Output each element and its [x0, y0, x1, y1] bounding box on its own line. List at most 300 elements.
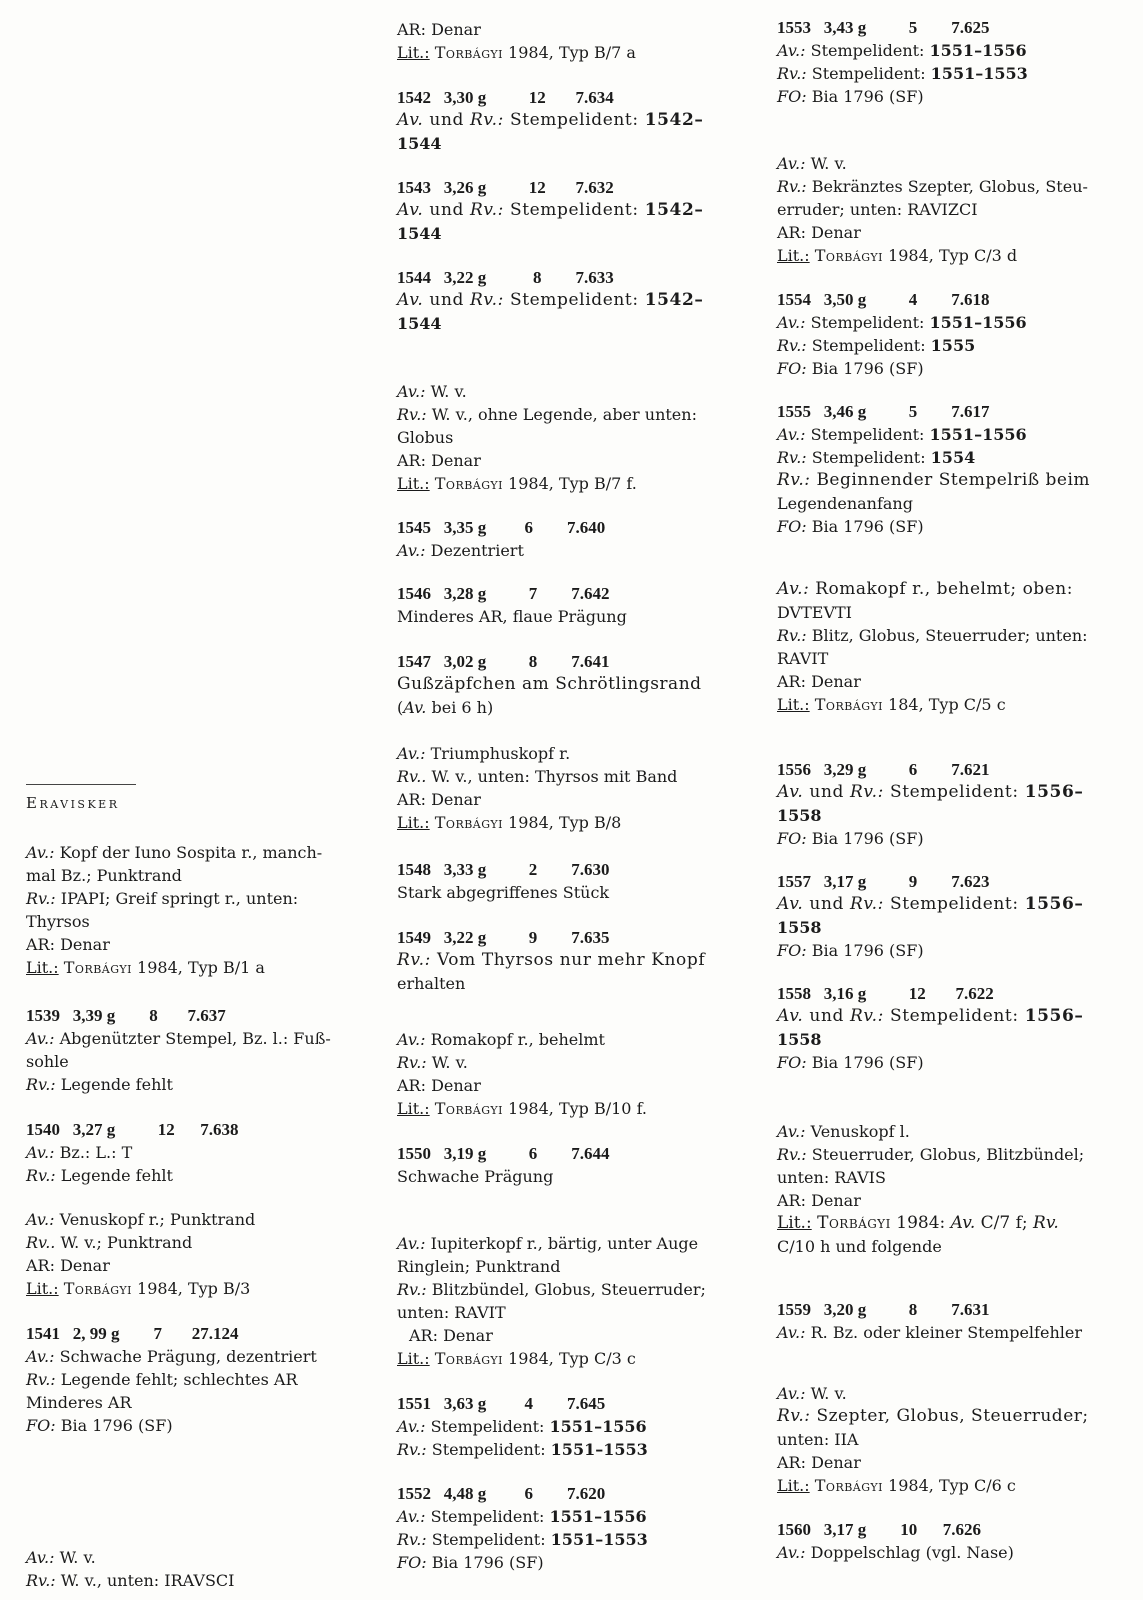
av-text: Av.: [777, 1122, 806, 1141]
w-text: 3,35 g [443, 518, 487, 537]
rv-text2-text: unten: RAVIT [397, 1303, 506, 1322]
text-line [397, 1528, 742, 1551]
text-line [777, 781, 1143, 804]
ref-b-text: 1544 [397, 224, 442, 243]
entry-1557 [777, 870, 1143, 962]
entry-1560 [777, 1518, 1143, 1564]
rv2-text1-text: Beginnender Stempelriß beim [816, 470, 1091, 490]
lit-author-text: Torbágyi [63, 958, 132, 977]
type-block-b10f [397, 1028, 742, 1120]
w-text: 3,33 g [443, 860, 487, 879]
rv-text: Rv.: [397, 1053, 427, 1072]
text-line [397, 41, 742, 64]
ref-b-text: 1544 [397, 314, 442, 333]
rv-text: Rv.: [26, 1166, 56, 1185]
av-text: Av.: [777, 579, 810, 599]
av-text2-text: sohle [26, 1052, 69, 1071]
metal-text: AR: Denar [409, 1326, 493, 1345]
rv-text-text: Legende fehlt [60, 1075, 173, 1094]
type-block-b7a [397, 18, 742, 64]
text-line [26, 887, 366, 910]
d-text: 12 [157, 1120, 175, 1139]
sp-text: Stempelident: [889, 782, 1019, 802]
lit-text-text: 184, Typ C/5 c [888, 695, 1006, 714]
lit-text-text: 1984, Typ C/3 c [508, 1349, 636, 1368]
rv-text2-text: Globus [397, 428, 454, 447]
lit-text: Lit.: [397, 1349, 430, 1368]
w-text: 3,22 g [443, 268, 487, 287]
text-line [26, 1208, 366, 1231]
d-text: 8 [533, 268, 542, 287]
text-line [777, 1143, 1143, 1166]
inv-text: 7.635 [571, 928, 610, 947]
no-text: 1551 [397, 1394, 431, 1413]
entry-header [397, 176, 742, 199]
text-line [397, 949, 742, 972]
no-text: 1543 [397, 178, 431, 197]
av-text-text: Triumphuskopf r. [430, 744, 571, 763]
d-text: 7 [528, 584, 538, 603]
av-text: Av.: [26, 843, 55, 862]
type-block-c5c [777, 578, 1143, 716]
d-text: 9 [528, 928, 538, 947]
lit-text: Lit.: [777, 246, 810, 265]
av-text: Av.: [26, 1029, 55, 1048]
type-block-c3c [397, 1232, 742, 1370]
text-line [397, 1415, 742, 1438]
sp-text: Stempelident: [509, 200, 639, 220]
d-text: 12 [528, 88, 546, 107]
av-text2-text: DVTEVTI [777, 603, 852, 622]
no-text: 1560 [777, 1520, 811, 1539]
text-line [26, 910, 366, 933]
entry-header [397, 650, 742, 673]
metal-text: AR: Denar [26, 935, 110, 954]
lit-author-text: Torbágyi [817, 1213, 891, 1233]
type-block-c7f [777, 1120, 1143, 1258]
rv-text2-text: unten: IIA [777, 1430, 859, 1449]
text-text: Schwache Prägung [397, 1167, 554, 1186]
rv-sp-text: Stempelident: [811, 64, 926, 83]
rv-text2-text: RAVIT [777, 649, 829, 668]
av-sp-text: Stempelident: [810, 41, 925, 60]
no-text: 1557 [777, 872, 811, 891]
lit-author-text: Torbágyi [434, 1099, 503, 1118]
ref-b-text: 1558 [777, 806, 822, 825]
type-block-venus [26, 1208, 366, 1300]
fo-text-text: Bia 1796 (SF) [811, 941, 924, 960]
av-text: Av.: [777, 313, 806, 332]
und-text: und [809, 894, 844, 914]
text-line [26, 1546, 366, 1569]
rv-text1-text: Steuerruder, Globus, Blitzbündel; [811, 1145, 1085, 1164]
metal-text: AR: Denar [397, 20, 481, 39]
rv-text: Rv.: [397, 950, 431, 970]
w-text: 4,48 g [443, 1484, 487, 1503]
text1-text: Gußzäpfchen am Schrötlingsrand [397, 674, 702, 694]
no-text: 1549 [397, 928, 431, 947]
rv-text1-text: Blitz, Globus, Steuerruder; unten: [811, 626, 1088, 645]
lit-text: Lit.: [397, 813, 430, 832]
und-text: und [809, 1006, 844, 1026]
inv-text: 7.640 [567, 518, 606, 537]
d-text: 8 [149, 1006, 158, 1025]
rv-ref-text: 1551–1553 [550, 1530, 648, 1549]
rv-sp-text: Stempelident: [431, 1530, 546, 1549]
lit-text: Lit.: [26, 1279, 59, 1298]
w-text: 3,16 g [823, 984, 867, 1003]
rv-text: Rv.: [470, 290, 504, 310]
lit-text2-text: C/7 f; [980, 1213, 1028, 1233]
av-text-text: R. Bz. oder kleiner Stempelfehler [810, 1323, 1082, 1342]
rv2-text: Rv.: [777, 470, 811, 490]
section-rule [26, 784, 136, 785]
rv-text: Rv.: [850, 894, 884, 914]
d-text: 6 [908, 760, 918, 779]
inv-text: 7.618 [951, 290, 990, 309]
fo-text-text: Bia 1796 (SF) [811, 517, 924, 536]
fo-text: FO: [777, 941, 807, 960]
entry-header [777, 400, 1143, 423]
av-text-text: Venuskopf l. [810, 1122, 910, 1141]
metal-text: AR: Denar [777, 1453, 861, 1472]
av-text: Av.: [397, 541, 426, 560]
text-line [397, 1097, 742, 1120]
rv-text: Rv.: [26, 1571, 56, 1590]
entry-header [777, 1518, 1143, 1541]
entry-1559 [777, 1298, 1143, 1344]
text-line [777, 175, 1143, 198]
entry-header [397, 926, 742, 949]
text-line [777, 827, 1143, 850]
d-text: 9 [908, 872, 918, 891]
av-text-text: W. v. [810, 1384, 847, 1403]
av-text2-text: mal Bz.; Punktrand [26, 866, 182, 885]
ref-a-text: 1542– [644, 110, 704, 130]
fo-text-text: Bia 1796 (SF) [811, 359, 924, 378]
av-ref-text: 1551–1556 [929, 313, 1027, 332]
entry-header [777, 288, 1143, 311]
av-ref-text: 1551–1556 [929, 41, 1027, 60]
av-text: Av. [777, 894, 804, 914]
sp-text: Stempelident: [509, 290, 639, 310]
av-text-text: Schwache Prägung, dezentriert [59, 1347, 317, 1366]
inv-text: 7.642 [571, 584, 610, 603]
extra-text: Minderes AR [26, 1393, 132, 1412]
rv-ref-text: 1554 [930, 448, 976, 467]
sp-text: Stempelident: [889, 894, 1019, 914]
av-text: Av.: [777, 425, 806, 444]
inv-text: 7.621 [951, 760, 990, 779]
text-line [397, 403, 742, 426]
rv-text: Rv.: [777, 177, 807, 196]
av-text-text: Dezentriert [430, 541, 524, 560]
entry-1556 [777, 758, 1143, 850]
rv-text: Rv.: [26, 1370, 56, 1389]
type-block-c3d [777, 152, 1143, 267]
av-text: Av.: [397, 1507, 426, 1526]
rv-sp-text: Stempelident: [811, 448, 926, 467]
ref-b-text: 1558 [777, 918, 822, 937]
lit-text: Lit.: [397, 474, 430, 493]
text-text: Stark abgegriffenes Stück [397, 883, 610, 902]
type-block-b7f [397, 380, 742, 495]
w-text: 3,28 g [443, 584, 487, 603]
entry-1543 [397, 176, 742, 245]
lit-author-text: Torbágyi [434, 813, 503, 832]
inv-text: 7.638 [200, 1120, 239, 1139]
entry-1549 [397, 926, 742, 995]
av-text: Av.: [26, 1548, 55, 1567]
text-line [777, 152, 1143, 175]
fo-text-text: Bia 1796 (SF) [811, 829, 924, 848]
w-text: 3,02 g [443, 652, 487, 671]
no-text: 1556 [777, 760, 811, 779]
d-text: 5 [908, 18, 918, 37]
lit-text-text: 1984, Typ B/10 f. [508, 1099, 648, 1118]
lit-text: Lit.: [397, 1099, 430, 1118]
text-line [777, 423, 1143, 446]
entry-header [777, 870, 1143, 893]
d-text: 10 [900, 1520, 918, 1539]
type-block-c6c [777, 1382, 1143, 1497]
text-line [777, 1212, 1143, 1235]
no-text: 1541 [26, 1324, 60, 1343]
entry-1551 [397, 1392, 742, 1461]
metal-text: AR: Denar [777, 223, 861, 242]
text-line [777, 244, 1143, 267]
w-text: 2, 99 g [72, 1324, 120, 1343]
section-title: Eravisker [26, 794, 120, 812]
text-line [777, 62, 1143, 85]
d-text: 2 [528, 860, 538, 879]
text-line [397, 1051, 742, 1074]
av-text: Av.: [397, 1234, 426, 1253]
av-text1-text: Kopf der Iuno Sospita r., manch- [59, 843, 323, 862]
fo-text-text: Bia 1796 (SF) [811, 87, 924, 106]
av-text: Av. [397, 200, 424, 220]
lit-text-text: 1984, Typ B/8 [508, 813, 622, 832]
text-line [777, 939, 1143, 962]
lit-text3-text: C/10 h und folgende [777, 1237, 942, 1256]
no-text: 1555 [777, 402, 811, 421]
entry-1558 [777, 982, 1143, 1074]
text-line [26, 1368, 366, 1391]
rv-text2-text: erhalten [397, 974, 466, 993]
sp-text: Stempelident: [509, 110, 639, 130]
rv-text-text: Legende fehlt [60, 1166, 173, 1185]
d-text: 6 [528, 1144, 538, 1163]
text-line [397, 1278, 742, 1301]
text-line [26, 1027, 366, 1050]
lit-text-text: 1984, Typ C/3 d [888, 246, 1018, 265]
lit-text1-text: 1984: [896, 1213, 946, 1233]
entry-header [777, 758, 1143, 781]
rv-text: Rv.: [26, 1075, 56, 1094]
av-text-text: Bz.: L.: T [59, 1143, 133, 1162]
av-text: Av. [397, 110, 424, 130]
ref-a-text: 1556– [1024, 1006, 1084, 1026]
rv-text: Rv.: [850, 782, 884, 802]
rv-text: Rv.: [777, 336, 807, 355]
d-text: 5 [908, 402, 918, 421]
ref-a-text: 1556– [1024, 894, 1084, 914]
w-text: 3,26 g [443, 178, 487, 197]
text-line [26, 1277, 366, 1300]
w-text: 3,19 g [443, 1144, 487, 1163]
rv-text-text: W. v., unten: IRAVSCI [60, 1571, 235, 1590]
entry-header [397, 1392, 742, 1415]
no-text: 1539 [26, 1006, 60, 1025]
lit-text: Lit.: [777, 1476, 810, 1495]
rv-text1-text: Szepter, Globus, Steuerruder; [816, 1406, 1089, 1426]
inv-text: 7.644 [571, 1144, 610, 1163]
rv-text1-text: Bekränztes Szepter, Globus, Steu- [811, 177, 1088, 196]
av-ref-text: 1551–1556 [549, 1507, 647, 1526]
text-line [26, 1345, 366, 1368]
inv-text: 7.634 [575, 88, 614, 107]
text-line [26, 1569, 366, 1592]
lit-text: Lit.: [777, 695, 810, 714]
text-line [777, 578, 1143, 601]
inv-text: 7.645 [567, 1394, 606, 1413]
text-line [777, 515, 1143, 538]
rv-text: Rv.. [397, 767, 427, 786]
rv2-text2-text: Legendenanfang [777, 494, 913, 513]
text-line [397, 696, 742, 719]
lit-text-text: 1984, Typ B/7 a [508, 43, 636, 62]
rv-text: Rv.: [777, 64, 807, 83]
text-line [777, 85, 1143, 108]
av-text: Av. [403, 698, 427, 717]
entry-header [777, 16, 1143, 39]
lit-text: Lit.: [26, 958, 59, 977]
rv-text1-text: Vom Thyrsos nur mehr Knopf [436, 950, 706, 970]
text-line [777, 469, 1143, 492]
text-line [26, 1073, 366, 1096]
no-text: 1559 [777, 1300, 811, 1319]
entry-1555 [777, 400, 1143, 538]
text-line [777, 1541, 1143, 1564]
text-line [777, 1474, 1143, 1497]
av-sp-text: Stempelident: [810, 425, 925, 444]
text-line [777, 357, 1143, 380]
av-text: Av.: [777, 1543, 806, 1562]
lit-text-text: 1984, Typ B/3 [137, 1279, 251, 1298]
d-text: 6 [524, 518, 533, 537]
metal-text: AR: Denar [777, 672, 861, 691]
rv-text-text: W. v.; Punktrand [60, 1233, 193, 1252]
w-text: 3,29 g [823, 760, 867, 779]
text-line [397, 380, 742, 403]
no-text: 1554 [777, 290, 811, 309]
metal-text: AR: Denar [397, 451, 481, 470]
rv-text-text: W. v., unten: Thyrsos mit Band [431, 767, 678, 786]
text-line [26, 1164, 366, 1187]
inv-text: 7.630 [571, 860, 610, 879]
entry-header [777, 1298, 1143, 1321]
text-line [777, 693, 1143, 716]
fo-text: FO: [777, 829, 807, 848]
av-text: Av.: [777, 1384, 806, 1403]
entry-1539 [26, 1004, 366, 1096]
lit-rv-text: Rv. [1033, 1213, 1059, 1233]
text-line [397, 1232, 742, 1255]
av-text-text: Doppelschlag (vgl. Nase) [810, 1543, 1014, 1562]
und-text: und [429, 200, 464, 220]
ref-b-text: 1544 [397, 134, 442, 153]
fo-text: FO: [777, 359, 807, 378]
lit-author-text: Torbágyi [434, 1349, 503, 1368]
fo-text: FO: [777, 1053, 807, 1072]
text-line [777, 1321, 1143, 1344]
no-text: 1545 [397, 518, 431, 537]
fo-text: FO: [777, 87, 807, 106]
av-text1-text: Abgenützter Stempel, Bz. l.: Fuß- [59, 1029, 331, 1048]
text-line [777, 334, 1143, 357]
av-text: Av.: [397, 1030, 426, 1049]
rv-text: Rv.: [850, 1006, 884, 1026]
lit-author-text: Torbágyi [814, 1476, 883, 1495]
text-line [777, 311, 1143, 334]
av-text: Av. [397, 290, 424, 310]
av-ref-text: 1551–1556 [929, 425, 1027, 444]
text-line [777, 893, 1143, 916]
inv-text: 7.617 [951, 402, 990, 421]
rv-text: Rv.: [470, 200, 504, 220]
text-line [397, 1347, 742, 1370]
text-line [397, 109, 742, 132]
w-text: 3,17 g [823, 872, 867, 891]
fo-text: FO: [26, 1416, 56, 1435]
rv-text: Rv.: [397, 1530, 427, 1549]
av-ref-text: 1551–1556 [549, 1417, 647, 1436]
rv-sp-text: Stempelident: [431, 1440, 546, 1459]
av-sp-text: Stempelident: [430, 1507, 545, 1526]
text-line [777, 446, 1143, 469]
av-text: Av.: [26, 1143, 55, 1162]
no-text: 1550 [397, 1144, 431, 1163]
inv-text: 7.623 [951, 872, 990, 891]
av-text2-text: Ringlein; Punktrand [397, 1257, 561, 1276]
text-line [397, 199, 742, 222]
no-text: 1546 [397, 584, 431, 603]
entry-header [397, 1482, 742, 1505]
rv-ref-text: 1555 [930, 336, 976, 355]
entry-1545 [397, 516, 742, 562]
rv-ref-text: 1551–1553 [550, 1440, 648, 1459]
entry-header [397, 582, 742, 605]
lit-author-text: Torbágyi [814, 246, 883, 265]
lit-av-text: Av. [950, 1213, 976, 1233]
av-text: Av.: [397, 382, 426, 401]
entry-1554 [777, 288, 1143, 380]
text-line [397, 289, 742, 312]
av-text-text: W. v. [59, 1548, 96, 1567]
w-text: 3,46 g [823, 402, 867, 421]
d-text: 4 [524, 1394, 533, 1413]
open-text: ( [397, 698, 404, 717]
text-line [26, 864, 366, 887]
entry-1548 [397, 858, 742, 904]
lit-author-text: Torbágyi [814, 695, 883, 714]
rv-text: Rv.: [397, 1440, 427, 1459]
entry-1546 [397, 582, 742, 628]
text-line [397, 742, 742, 765]
inv-text: 7.641 [571, 652, 610, 671]
w-text: 3,27 g [72, 1120, 116, 1139]
no-text: 1553 [777, 18, 811, 37]
